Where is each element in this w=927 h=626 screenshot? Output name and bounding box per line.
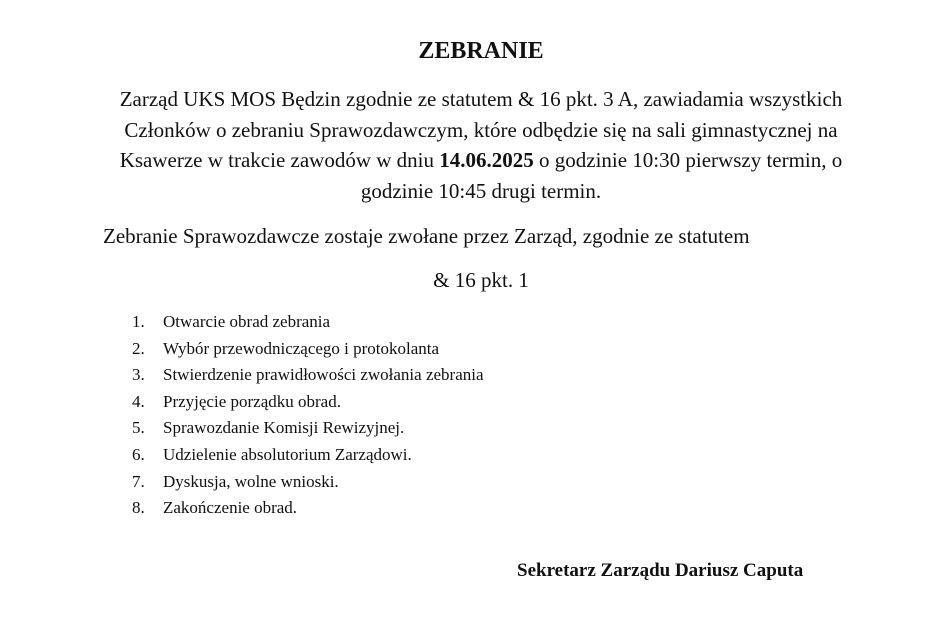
agenda-item-number: 8. [132, 498, 145, 518]
announcement-text-part2: o godzinie 10:30 pierwszy termin, o godzinie 10:45 drugi termin. [360, 148, 843, 203]
announcement-paragraph [100, 84, 862, 206]
agenda-item-number: 6. [132, 444, 145, 464]
agenda-item-text: Udzielenie absolutorium Zarządowi. [163, 444, 412, 464]
agenda-item [132, 495, 484, 522]
agenda-item-number: 1. [132, 312, 145, 331]
agenda-list [132, 309, 484, 522]
agenda-item [132, 469, 484, 496]
agenda-item [132, 309, 484, 336]
agenda-item-number: 2. [132, 338, 145, 358]
document-title: ZEBRANIE [418, 38, 544, 64]
convocation-line-2: & 16 pkt. 1 [433, 268, 529, 292]
agenda-item [132, 415, 484, 442]
agenda-item-number: 7. [132, 471, 145, 491]
agenda-item-text: Wybór przewodniczącego i protokolanta [163, 338, 440, 358]
agenda-item [132, 389, 484, 416]
agenda-item-text: Zakończenie obrad. [163, 498, 298, 518]
agenda-item-number: 5. [132, 418, 145, 438]
meeting-date: 14.06.2025 [439, 148, 534, 172]
convocation-line-1: Zebranie Sprawozdawcze zostaje zwołane przez Zarząd, zgodnie ze statutem [103, 224, 750, 248]
agenda-item-text: Dyskusja, wolne wnioski. [163, 471, 339, 491]
announcement-text-part1: Zarząd UKS MOS Będzin zgodnie ze statutem & 16 pkt. 3 A, zawiadamia wszystkich Członków o zebraniu Sprawozdawczym, które odbędzie się na sali gimnastycznej na Ksawerze w trakcie zawodów w dniu [119, 87, 843, 172]
agenda-item-number: 3. [132, 365, 145, 385]
agenda-item-text: Stwierdzenie prawidłowości zwołania zebrania [163, 365, 484, 385]
signature: Sekretarz Zarządu Dariusz Caputa [517, 560, 804, 581]
agenda-item-text: Przyjęcie porządku obrad. [163, 391, 341, 411]
agenda-item-text: Sprawozdanie Komisji Rewizyjnej. [163, 418, 405, 438]
agenda-item [132, 362, 484, 389]
agenda-item-number: 4. [132, 391, 145, 411]
agenda-item-text: Otwarcie obrad zebrania [163, 312, 331, 331]
agenda-item [132, 336, 484, 363]
agenda-item [132, 442, 484, 469]
